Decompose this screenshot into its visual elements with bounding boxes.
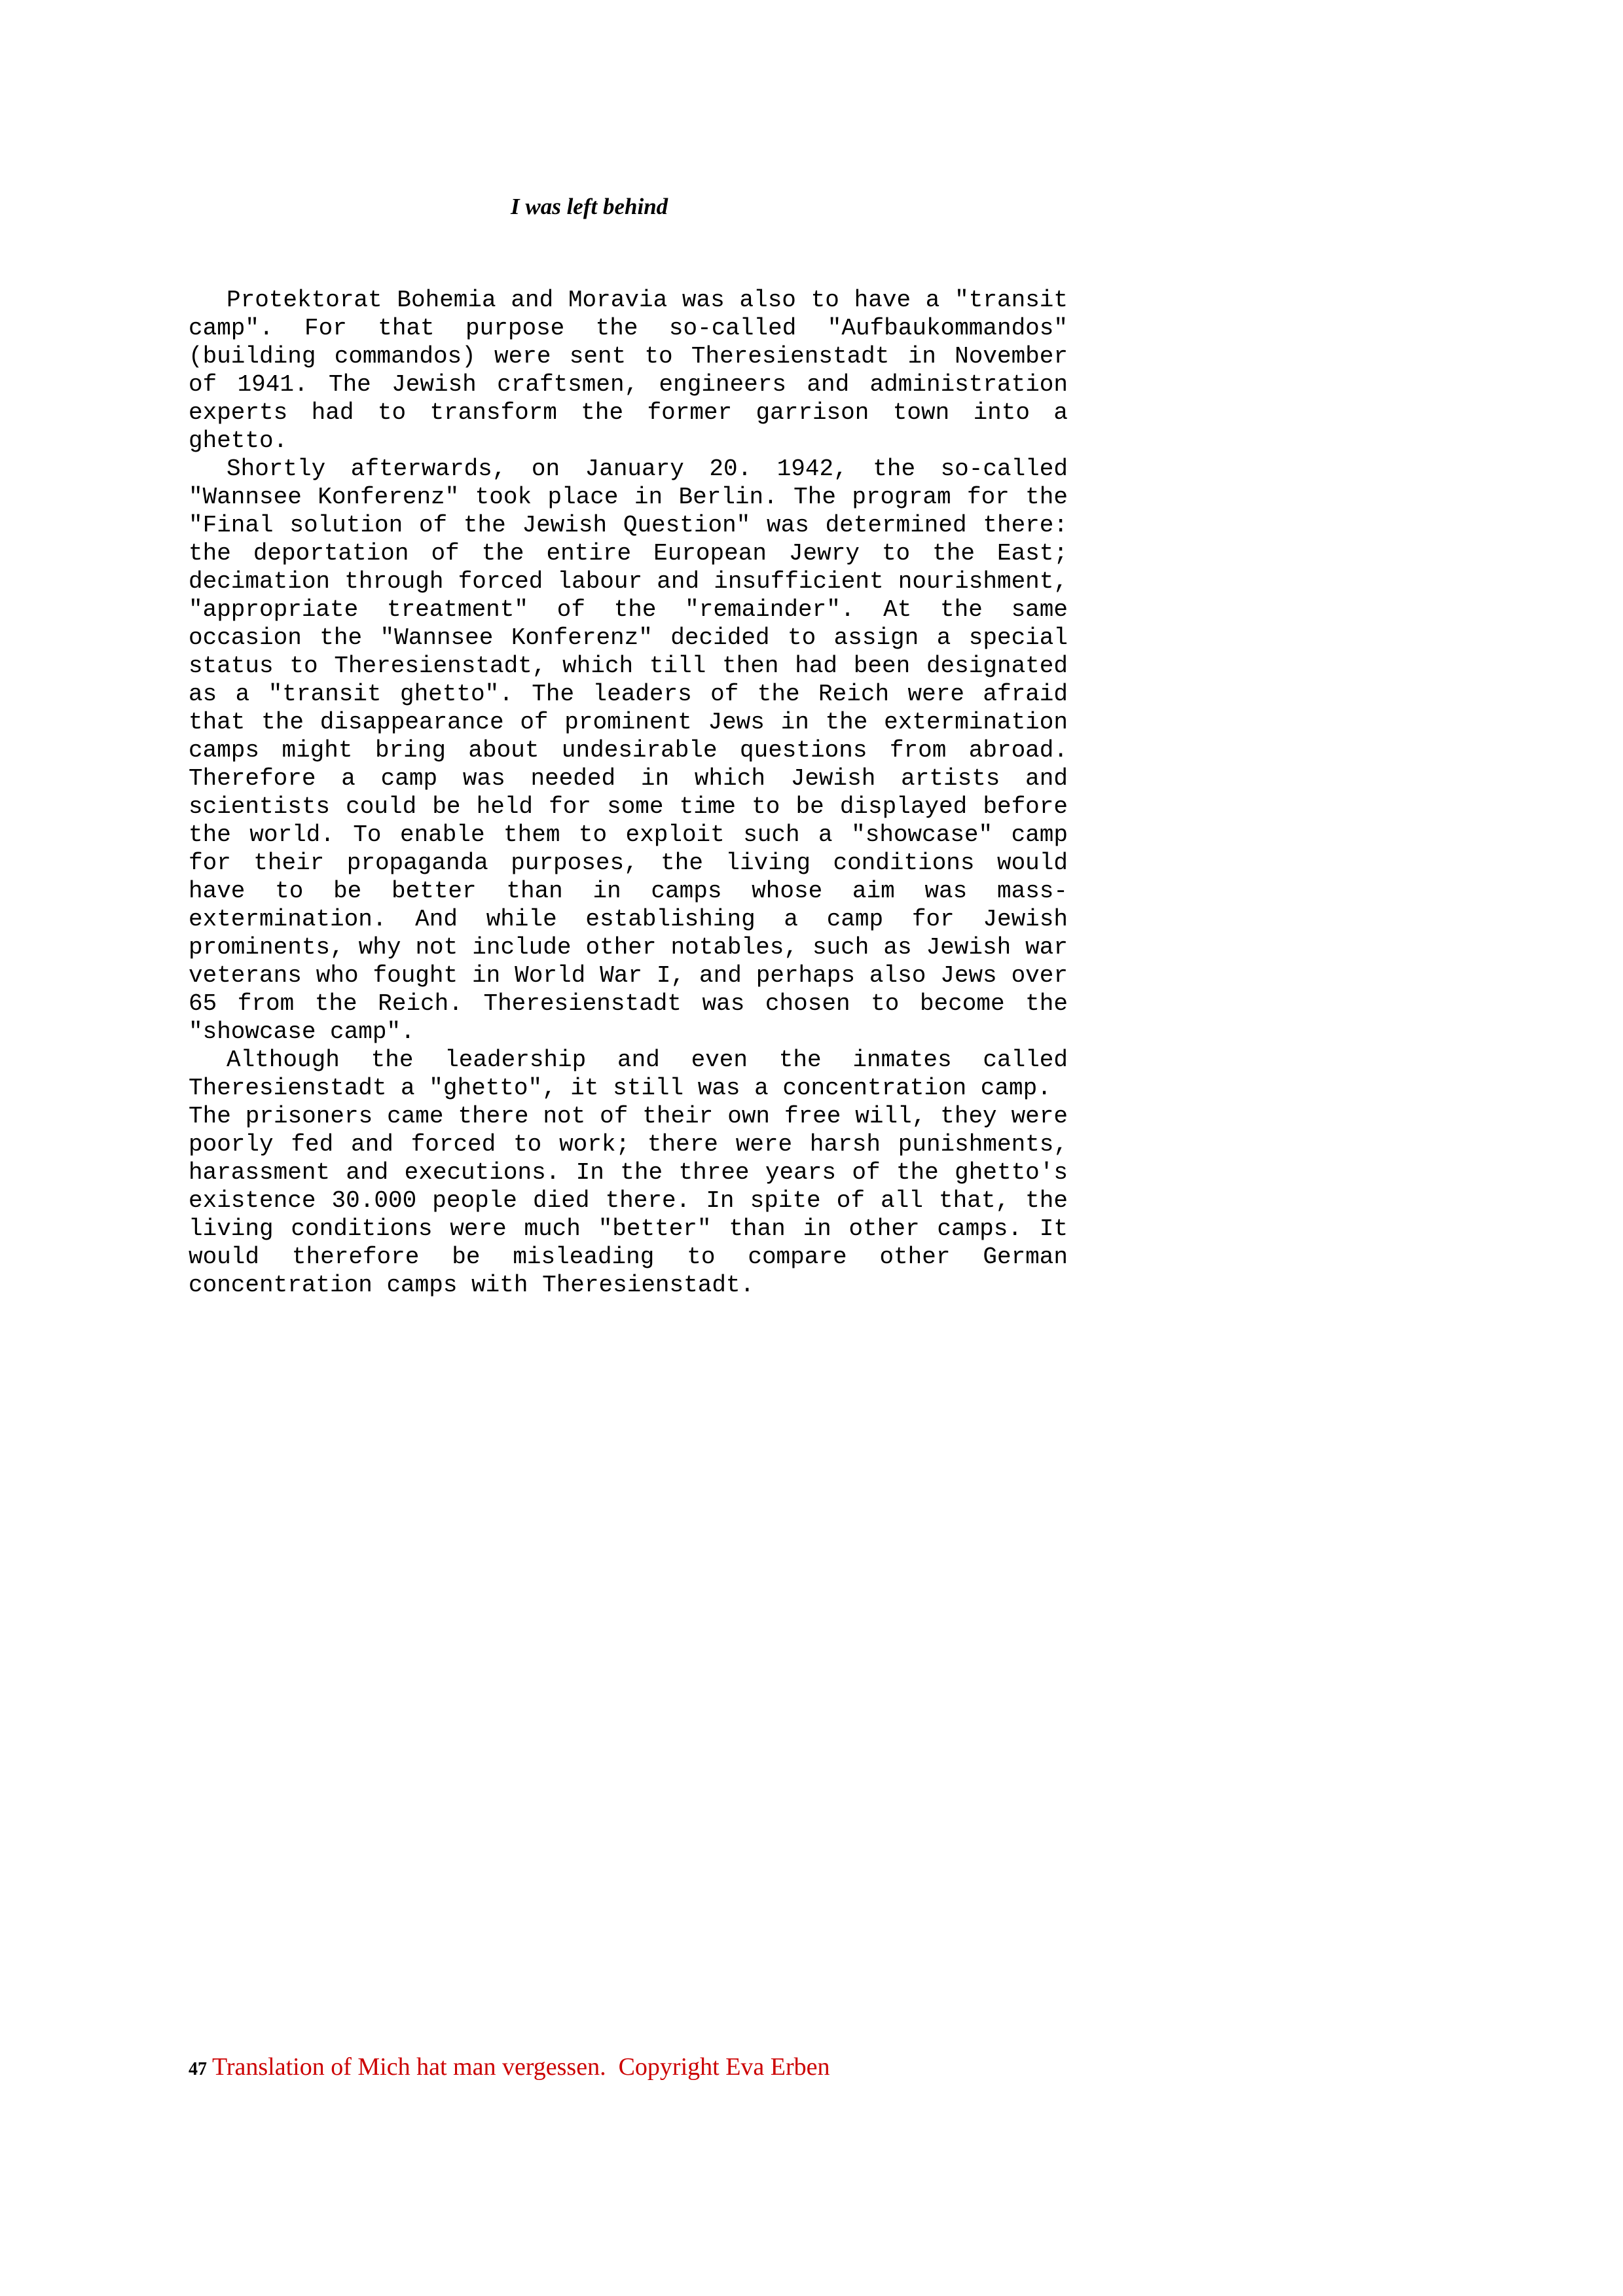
page-number: 47 bbox=[189, 2059, 207, 2079]
page-title: I was left behind bbox=[511, 194, 668, 219]
paragraph-3: Although the leadership and even the inmates called Theresienstadt a "ghetto", it still was a concentration camp. bbox=[189, 1047, 1068, 1102]
document-body bbox=[189, 286, 1068, 1299]
paragraph-4: The prisoners came there not of their own free will, they were poorly fed and forced to work; there were harsh punishments, harassment and executions. In the three years of the ghetto's existence 30.000 people died there. In spite of all that, the living conditions were much "better" than in other camps. It would therefore be misleading to compare other German concentration camps with Theresienstadt. bbox=[189, 1103, 1068, 1299]
paragraph-1: Protektorat Bohemia and Moravia was also to have a "transit camp". For that purpose the so-called "Aufbaukommandos" (building commandos) were sent to Theresienstadt in November of 1941. The Jewish craftsmen, engineers and administration experts had to transform the former garrison town into a ghetto. bbox=[189, 287, 1068, 454]
paragraph-2: Shortly afterwards, on January 20. 1942, the so-called "Wannsee Konferenz" took place in Berlin. The program for the "Final solution of the Jewish Question" was determined there: the deportation of the entire European Jewry to the East; decimation through forced labour and insufficient nourishment, "appropriate treatment" of the "remainder". At the same occasion the "Wannsee Konferenz" decided to assign a special status to Theresienstadt, which till then had been designated as a "transit ghetto". The leaders of the Reich were afraid that the disappearance of prominent Jews in the extermination camps might bring about undesirable questions from abroad. Therefore a camp was needed in which Jewish artists and scientists could be held for some time to be displayed before the world. To enable them to exploit such a "showcase" camp for their propaganda purposes, the living conditions would have to be better than in camps whose aim was mass-extermination. And while establishing a camp for Jewish prominents, why not include other notables, such as Jewish war veterans who fought in World War I, and perhaps also Jews over 65 from the Reich. Theresienstadt was chosen to become the "showcase camp". bbox=[189, 456, 1068, 1045]
footer-text: Translation of Mich hat man vergessen. Copyright Eva Erben bbox=[212, 2053, 830, 2081]
page-footer bbox=[189, 2053, 1236, 2084]
